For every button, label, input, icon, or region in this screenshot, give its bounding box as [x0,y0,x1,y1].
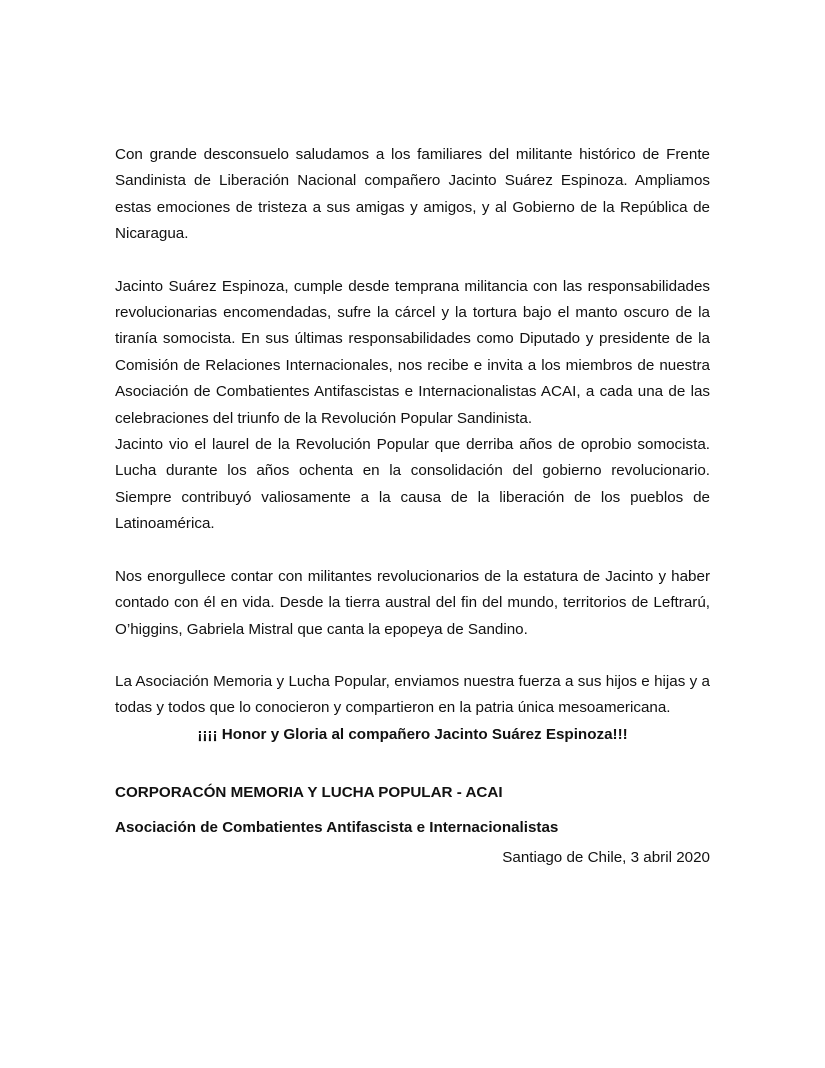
paragraph-spacer [115,538,710,564]
paragraph-closing: La Asociación Memoria y Lucha Popular, enviamos nuestra fuerza a sus hijos e hijas y a todas y todos que lo conocieron y compartieron en la patria única mesoamericana. [115,672,710,717]
paragraph-spacer [115,248,710,274]
paragraph-biography: Jacinto Suárez Espinoza, cumple desde temprana militancia con las responsabilidades revolucionarias encomendadas, sufre la cárcel y la tortura bajo el manto oscuro de la tiranía somocista. En sus últimas responsabilidades como Diputado y presidente de la Comisión de Relaciones Internacionales, nos recibe e invita a los miembros de nuestra Asociación de Combatientes Antifascistas e Internacionalistas ACAI, a cada una de las celebraciones del triunfo de la Revolución Popular Sandinista. [115,277,710,427]
association-name: Asociación de Combatientes Antifascista e Internacionalistas [115,818,559,836]
organization-name: CORPORACÓN MEMORIA Y LUCHA POPULAR - ACAI [115,784,503,802]
paragraph-spacer [115,748,710,780]
paragraph-spacer [115,807,710,815]
paragraph-revolution: Jacinto vio el laurel de la Revolución Popular que derriba años de oprobio somocista. Lucha durante los años ochenta en la consolidación del gobierno revolucionario. Siempre contribuyó valiosamente a la causa de la liberación de los pueblos de Latinoamérica. [115,436,710,533]
paragraph-spacer [115,643,710,669]
letter-body [115,142,710,871]
paragraph-condolence: Con grande desconsuelo saludamos a los familiares del militante histórico de Frente Sandinista de Liberación Nacional compañero Jacinto Suárez Espinoza. Ampliamos estas emociones de tristeza a sus amigas y amigos, y al Gobierno de la República de Nicaragua. [115,146,710,243]
paragraph-pride: Nos enorgullece contar con militantes revolucionarios de la estatura de Jacinto y haber contado con él en vida. Desde la tierra austral del fin del mundo, territorios de Leftrarú, O’higgins, Gabriela Mistral que canta la epopeya de Sandino. [115,567,710,638]
place-date: Santiago de Chile, 3 abril 2020 [502,848,710,866]
tribute-line: ¡¡¡¡ Honor y Gloria al compañero Jacinto Suárez Espinoza!!! [197,725,628,743]
